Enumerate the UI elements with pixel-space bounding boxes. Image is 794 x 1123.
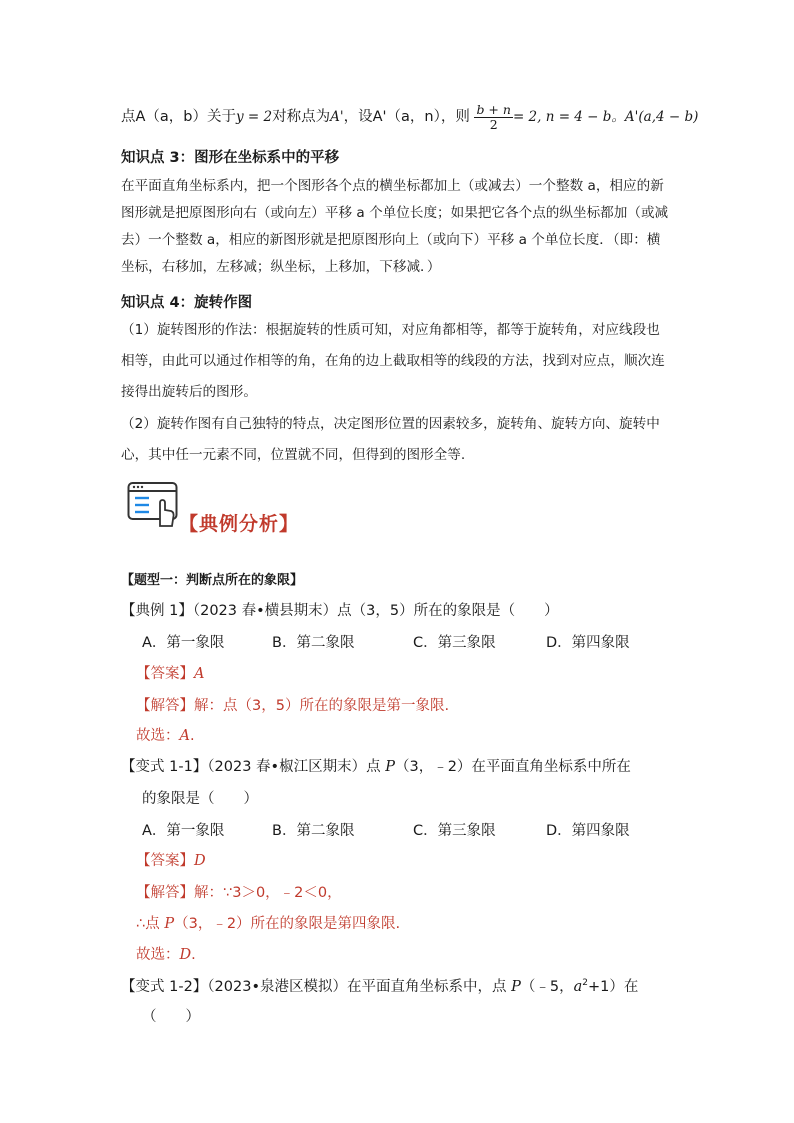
ex1-answer bbox=[136, 662, 204, 683]
var11-choose-value: D bbox=[179, 947, 192, 963]
formula-mid2: ，设 bbox=[343, 109, 373, 125]
kp3-line-1: 在平面直角坐标系内，把一个图形各个点的横坐标都加上（或减去）一个整数 a，相应的新 bbox=[121, 178, 664, 194]
browser-hand-icon bbox=[127, 480, 185, 530]
var11-stem-line2: 的象限是（ ） bbox=[142, 791, 258, 807]
var11-option-b: B．第二象限 bbox=[272, 823, 355, 839]
kp3-line-3: 去）一个整数 a，相应的新图形就是把原图形向上（或向下）平移 a 个单位长度．（即：横 bbox=[121, 232, 661, 248]
var11-answer-tag: 【答案】 bbox=[136, 853, 194, 869]
var11-option-d: D．第四象限 bbox=[546, 823, 630, 839]
ex1-solution-tag: 【解答】 bbox=[136, 698, 194, 714]
formula-line-eq: y = 2 bbox=[236, 109, 273, 125]
var12-stem bbox=[121, 975, 638, 996]
ex1-answer-value: A bbox=[194, 666, 205, 682]
var11-option-c: C．第三象限 bbox=[413, 823, 496, 839]
var11-option-a: A．第一象限 bbox=[142, 823, 225, 839]
kp4-p2-line-1: （2）旋转作图有自己独特的特点，决定图形位置的因素较多，旋转角、旋转方向、旋转中 bbox=[121, 416, 660, 432]
kp4-p1-line-2: 相等，由此可以通过作相等的角，在角的边上截取相等的线段的方法，找到对应点，顺次连 bbox=[121, 353, 665, 369]
fraction-denominator: 2 bbox=[489, 116, 498, 132]
var11-line2-b: （3，﹣2）所在的象限是第四象限. bbox=[174, 916, 401, 932]
var11-choose bbox=[136, 943, 196, 964]
ex1-choose bbox=[136, 724, 195, 745]
ex1-tag: 【典例 1】 bbox=[121, 603, 193, 619]
fraction-numerator: b + n bbox=[476, 101, 511, 117]
section-heading-title: 【典例分析】 bbox=[179, 513, 300, 535]
formula-mid1: 对称点为 bbox=[272, 109, 331, 125]
var11-answer bbox=[136, 849, 206, 870]
kp3-line-4: 坐标，右移加，左移减；纵坐标，上移加，下移减．） bbox=[121, 259, 441, 275]
formula-pre: 点A（a，b）关于 bbox=[121, 109, 237, 125]
var11-solution-line2 bbox=[136, 912, 400, 933]
kp4-p1-line-1: （1）旋转图形的作法：根据旋转的性质可知，对应角都相等，都等于旋转角，对应线段也 bbox=[121, 322, 660, 338]
formula-post: = 2, n = 4 − b。A'(a,4 − b) bbox=[512, 109, 699, 125]
ex1-choose-end: . bbox=[189, 728, 195, 744]
ex1-choose-value: A bbox=[179, 728, 190, 744]
top-formula-line bbox=[121, 100, 698, 134]
var12-stem-p: P bbox=[511, 979, 521, 995]
var11-choose-label: 故选： bbox=[136, 947, 180, 963]
type1-title: 【题型一：判断点所在的象限】 bbox=[121, 573, 304, 588]
var11-stem-p: P bbox=[385, 759, 395, 775]
var11-stem-a: （2023 春•椒江区期末）点 bbox=[207, 759, 386, 775]
var12-stem-a: （2023•泉港区模拟）在平面直角坐标系中，点 bbox=[207, 979, 512, 995]
section-heading bbox=[127, 480, 307, 535]
var11-answer-value: D bbox=[194, 853, 206, 869]
var11-choose-end: . bbox=[191, 947, 196, 963]
ex1-option-b: B．第二象限 bbox=[272, 635, 355, 651]
var12-stem-sup: 2 bbox=[582, 978, 588, 989]
var12-stem-b: （﹣5， bbox=[520, 979, 574, 995]
ex1-stem bbox=[121, 599, 559, 620]
var11-line2-a: ∴点 bbox=[136, 916, 165, 932]
var11-solution-tag: 【解答】 bbox=[136, 885, 194, 901]
var12-stem-a2: a bbox=[573, 979, 583, 995]
kp3-title: 知识点 3：图形在坐标系中的平移 bbox=[121, 150, 340, 166]
var11-tag: 【变式 1-1】 bbox=[121, 759, 208, 775]
kp3-line-2: 图形就是把原图形向右（或向左）平移 a 个单位长度；如果把它各个点的纵坐标都加（或减 bbox=[121, 205, 669, 221]
var12-stem-c: +1）在 bbox=[588, 979, 639, 995]
var12-tag: 【变式 1-2】 bbox=[121, 979, 208, 995]
ex1-stem-text: （2023 春•横县期末）点（3，5）所在的象限是（ ） bbox=[192, 603, 559, 619]
var11-stem-b: （3，﹣2）在平面直角坐标系中所在 bbox=[394, 759, 631, 775]
ex1-solution-text: 解：点（3，5）所在的象限是第一象限. bbox=[194, 698, 450, 714]
ex1-solution bbox=[136, 694, 449, 715]
kp4-p2-line-2: 心，其中任一元素不同，位置就不同，但得到的图形全等. bbox=[121, 447, 466, 463]
ex1-answer-tag: 【答案】 bbox=[136, 666, 194, 682]
ex1-option-a: A．第一象限 bbox=[142, 635, 225, 651]
var11-solution bbox=[136, 881, 342, 902]
var12-stem-line2: （ ） bbox=[142, 1009, 200, 1025]
formula-fraction bbox=[474, 103, 512, 132]
var11-stem bbox=[121, 755, 631, 776]
ex1-choose-label: 故选： bbox=[136, 728, 180, 744]
ex1-option-d: D．第四象限 bbox=[546, 635, 630, 651]
formula-sym: A' bbox=[330, 109, 344, 125]
formula-sym2: A'（a，n），则 bbox=[372, 109, 470, 125]
kp4-title: 知识点 4：旋转作图 bbox=[121, 295, 253, 311]
var11-line2-p: P bbox=[164, 916, 175, 932]
var11-solution-text: 解：∵3＞0，﹣2＜0， bbox=[194, 885, 342, 901]
kp4-p1-line-3: 接得出旋转后的图形。 bbox=[121, 384, 257, 400]
ex1-option-c: C．第三象限 bbox=[413, 635, 496, 651]
